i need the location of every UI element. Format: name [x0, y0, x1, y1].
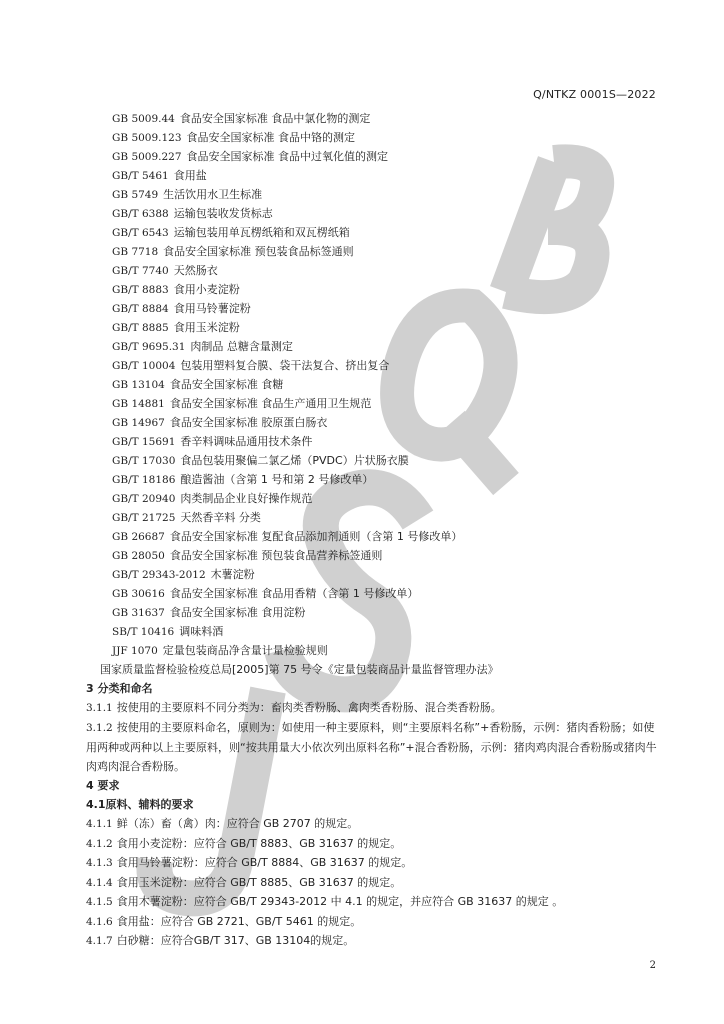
reference-item	[0, 337, 724, 356]
reference-title: 酿造酱油（含第 1 号和第 2 号修改单）	[180, 473, 374, 486]
reference-title: 食品安全国家标准 复配食品添加剂通则（含第 1 号修改单）	[169, 530, 463, 543]
reference-item	[0, 299, 724, 318]
reference-title: 食品安全国家标准 食品生产通用卫生规范	[169, 397, 372, 410]
section-4-title: 4 要求	[86, 779, 120, 792]
clause-text: 食用盐：应符合 GB 2721、GB/T 5461 的规定。	[116, 914, 362, 928]
clause-number: 4.1.2	[86, 837, 113, 850]
reference-item	[0, 394, 724, 413]
reference-item	[0, 584, 724, 603]
reference-code: GB/T 6543	[112, 227, 169, 239]
reference-code: GB 14881	[112, 398, 165, 410]
reference-code: GB 13104	[112, 379, 165, 391]
clause-number: 4.1.6	[86, 915, 113, 928]
reference-title: 食用马铃薯淀粉	[173, 302, 251, 315]
reference-item	[0, 413, 724, 432]
reference-item	[0, 242, 724, 261]
reference-code: GB 5749	[112, 189, 159, 201]
reference-code: GB 5009.123	[112, 132, 182, 144]
clause-number: 4.1.7	[86, 935, 113, 947]
clause-3-1-1	[0, 698, 724, 718]
reference-title: 食品安全国家标准 食品中氯化物的测定	[179, 112, 371, 125]
reference-item	[0, 280, 724, 299]
reference-item	[0, 622, 724, 641]
requirement-item	[0, 931, 724, 951]
requirement-item	[0, 834, 724, 854]
reference-item	[0, 546, 724, 565]
reference-item	[0, 565, 724, 584]
reference-title: 肉制品 总糖含量测定	[190, 340, 293, 353]
reference-item	[0, 603, 724, 622]
clause-text: 按使用的主要原料不同分类为：畜肉类香粉肠、禽肉类香粉肠、混合类香粉肠。	[116, 701, 502, 714]
reference-item	[0, 261, 724, 280]
reference-title: 运输包装用单瓦楞纸箱和双瓦楞纸箱	[173, 226, 350, 239]
reference-item	[0, 147, 724, 166]
reference-item	[0, 204, 724, 223]
clause-number: 3.1.1	[86, 702, 113, 714]
reference-code: GB 14967	[112, 417, 165, 429]
reference-title: 食品安全国家标准 食糖	[169, 378, 284, 391]
reference-code: JJF 1070	[112, 645, 158, 657]
reference-title: 食品安全国家标准 食用淀粉	[169, 606, 306, 619]
reference-code: GB 28050	[112, 550, 165, 562]
reference-title: 食品安全国家标准 食品用香精（含第 1 号修改单）	[169, 587, 419, 600]
clause-number: 3.1.2	[86, 722, 113, 734]
reference-item	[0, 508, 724, 527]
reference-item	[0, 451, 724, 470]
reference-code: GB/T 8883	[112, 284, 169, 296]
reference-item	[0, 128, 724, 147]
reference-title: 食品包装用聚偏二氯乙烯（PVDC）片状肠衣膜	[180, 454, 409, 467]
reference-item	[0, 166, 724, 185]
reference-code: GB 31637	[112, 607, 165, 619]
clause-number: 4.1.3	[86, 857, 113, 869]
reference-item	[0, 432, 724, 451]
reference-code: GB/T 8885	[112, 322, 169, 334]
reference-code: GB 5009.227	[112, 151, 182, 163]
requirement-item	[0, 853, 724, 873]
requirement-item	[0, 873, 724, 893]
reference-code: GB 30616	[112, 588, 165, 600]
requirement-item	[0, 912, 724, 932]
reference-title: 食品安全国家标准 食品中过氧化值的测定	[186, 150, 389, 163]
page-number: 2	[649, 960, 656, 971]
document-body	[0, 109, 724, 951]
reference-title: 食品安全国家标准 预包装食品标签通则	[163, 245, 354, 258]
reference-title: 定量包装商品净含量计量检验规则	[162, 644, 328, 657]
requirement-item	[0, 814, 724, 834]
reference-code: GB/T 7740	[112, 265, 169, 277]
clause-text: 白砂糖：应符合GB/T 317、GB 13104的规定。	[116, 934, 355, 947]
section-3-title: 3 分类和命名	[86, 682, 153, 695]
reference-item	[0, 527, 724, 546]
clause-number: 4.1.5	[86, 896, 113, 908]
reference-code: GB/T 8884	[112, 303, 169, 315]
clause-text: 按使用的主要原料命名，原则为：如使用一种主要原料，则“主要原料名称”+香粉肠，示例：猪肉香粉肠；如使用两种或两种以上主要原料，则“按共用量大小依次列出原料名称”+混合香粉肠，示例：猪肉鸡肉混合香粉肠或猪肉牛肉鸡肉混合香粉肠。	[86, 721, 657, 773]
reference-title: 食用盐	[173, 169, 207, 182]
reference-code: SB/T 10416	[112, 626, 175, 638]
reference-code: GB/T 6388	[112, 208, 169, 220]
reference-item	[0, 185, 724, 204]
section-4-1-title: 4.1原料、辅料的要求	[86, 798, 194, 811]
reference-item	[0, 356, 724, 375]
reference-code: GB/T 5461	[112, 170, 169, 182]
reference-code: GB 26687	[112, 531, 165, 543]
reference-title: 食品安全国家标准 胶原蛋白肠衣	[169, 416, 328, 429]
reference-code: GB/T 20940	[112, 493, 176, 505]
reference-code: GB/T 29343-2012	[112, 569, 206, 581]
normative-references-list	[0, 109, 724, 660]
requirements-list	[0, 814, 724, 951]
reference-title: 食品安全国家标准 食品中铬的测定	[186, 131, 356, 144]
reference-code: GB/T 18186	[112, 474, 176, 486]
reference-code: GB/T 15691	[112, 436, 176, 448]
reference-title: 生活饮用水卫生标准	[163, 188, 263, 201]
reference-item	[0, 223, 724, 242]
reference-title: 天然肠衣	[173, 264, 218, 277]
clause-3-1-2	[0, 718, 724, 776]
reference-code: GB/T 9695.31	[112, 341, 186, 353]
reference-item	[0, 470, 724, 489]
reference-title: 食用玉米淀粉	[173, 321, 240, 334]
clause-text: 食用小麦淀粉：应符合 GB/T 8883、GB 31637 的规定。	[116, 836, 402, 850]
reference-code: GB 5009.44	[112, 113, 175, 125]
document-code-header: Q/NTKZ 0001S—2022	[533, 88, 656, 101]
reference-title: 食品安全国家标准 预包装食品营养标签通则	[169, 549, 383, 562]
reference-title: 调味料酒	[179, 625, 224, 638]
reference-code: GB 7718	[112, 246, 159, 258]
reference-item	[0, 375, 724, 394]
reference-title: 天然香辛料 分类	[180, 511, 261, 524]
decree-reference: 国家质量监督检验检疫总局[2005]第 75 号令《定量包装商品计量监督管理办法》	[100, 663, 499, 676]
reference-code: GB/T 10004	[112, 360, 176, 372]
reference-item	[0, 489, 724, 508]
clause-text: 食用马铃薯淀粉：应符合 GB/T 8884、GB 31637 的规定。	[116, 856, 413, 869]
reference-title: 肉类制品企业良好操作规范	[180, 492, 313, 505]
reference-code: GB/T 21725	[112, 512, 176, 524]
reference-code: GB/T 17030	[112, 455, 176, 467]
clause-number: 4.1.1	[86, 818, 113, 830]
reference-item	[0, 318, 724, 337]
reference-title: 香辛料调味品通用技术条件	[180, 435, 313, 448]
reference-item	[0, 641, 724, 660]
clause-text: 食用玉米淀粉：应符合 GB/T 8885、GB 31637 的规定。	[116, 875, 402, 889]
clause-text: 食用木薯淀粉：应符合 GB/T 29343-2012 中 4.1 的规定，并应符合 GB 31637 的规定 。	[116, 895, 564, 908]
clause-text: 鲜（冻）畜（禽）肉：应符合 GB 2707 的规定。	[116, 817, 359, 830]
reference-item	[0, 109, 724, 128]
clause-number: 4.1.4	[86, 876, 113, 889]
reference-title: 运输包装收发货标志	[173, 207, 273, 220]
reference-title: 食用小麦淀粉	[173, 283, 240, 296]
reference-title: 木薯淀粉	[210, 568, 255, 581]
requirement-item	[0, 892, 724, 912]
reference-title: 包装用塑料复合膜、袋干法复合、挤出复合	[180, 359, 390, 372]
